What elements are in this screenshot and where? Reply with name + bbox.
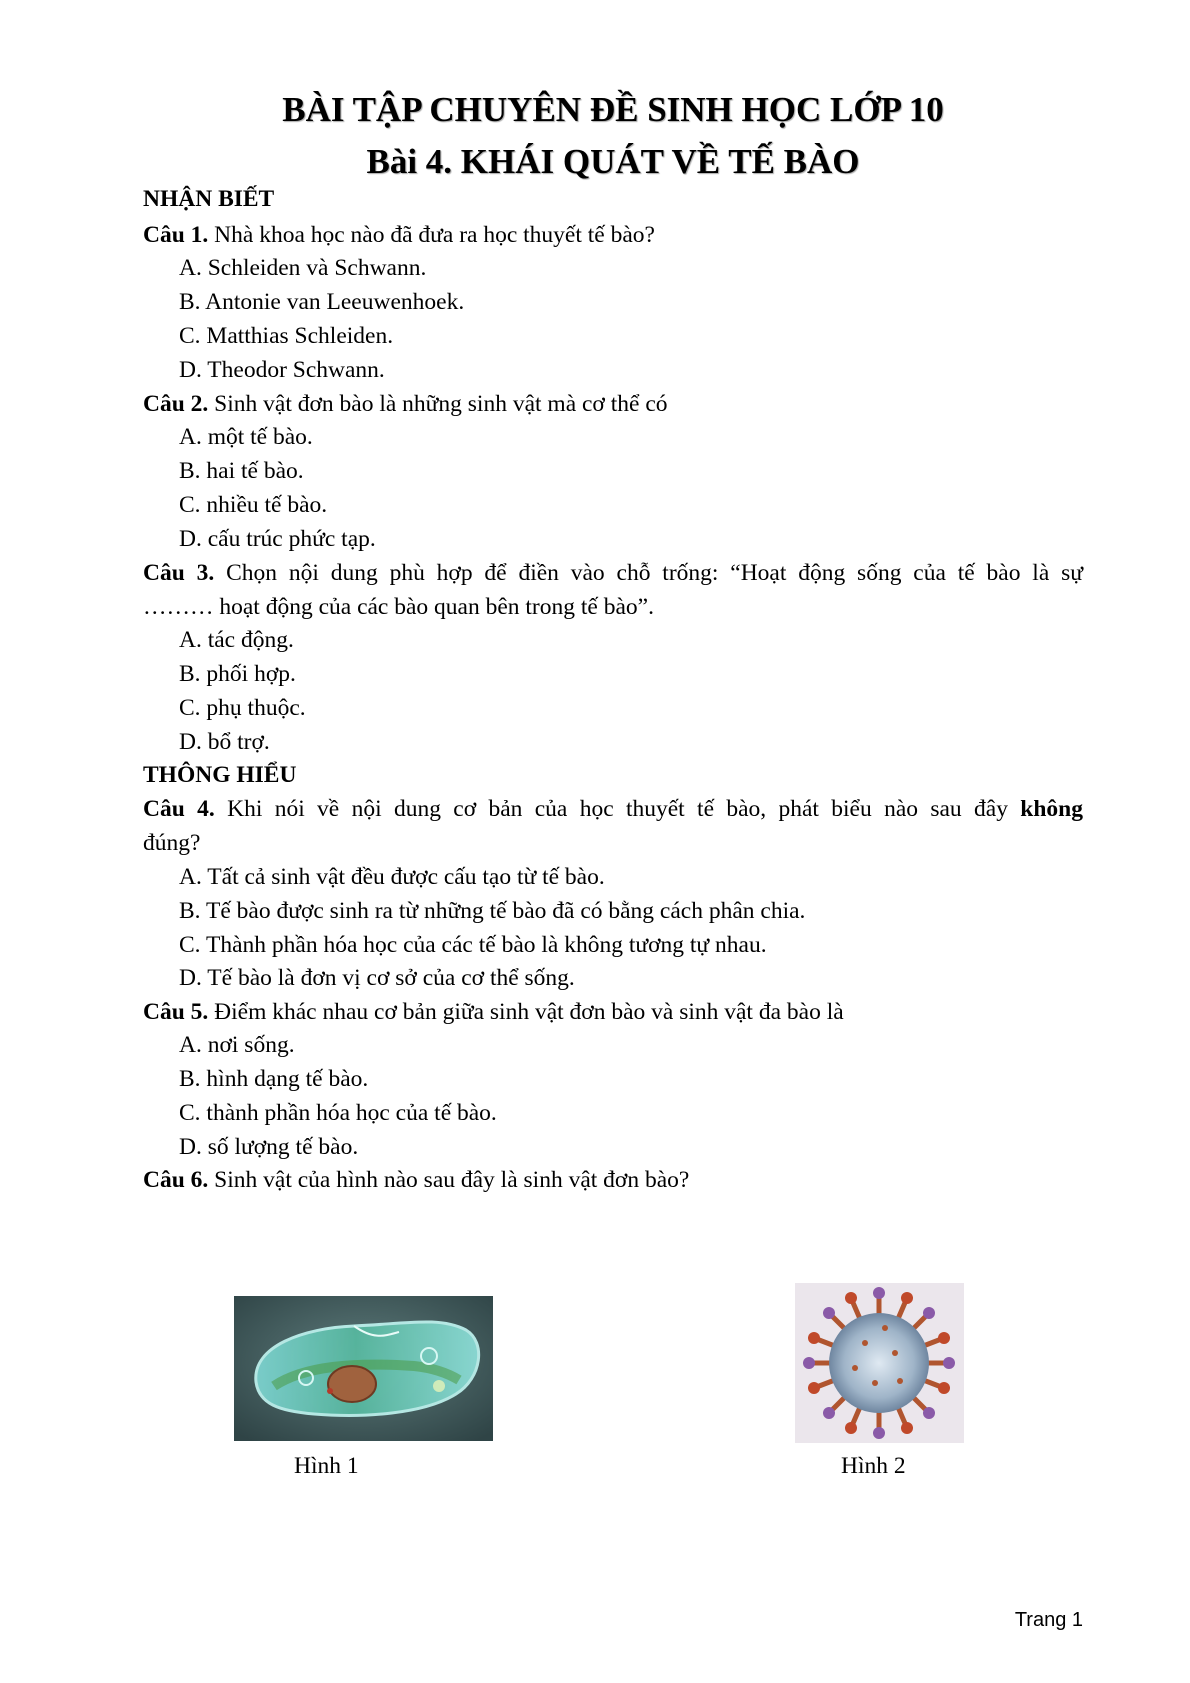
virus-illustration (795, 1283, 964, 1443)
figure-1-caption: Hình 1 (294, 1453, 359, 1479)
option: D. cấu trúc phức tạp. (179, 526, 376, 552)
option: C. Thành phần hóa học của các tế bào là không tương tự nhau. (179, 932, 767, 958)
section-heading-thong-hieu: THÔNG HIỂU (143, 762, 297, 788)
page-number: Trang 1 (1014, 1609, 1083, 1631)
option: B. hình dạng tế bào. (179, 1066, 369, 1092)
option: D. bổ trợ. (179, 729, 270, 755)
question-4-continuation: đúng? (143, 830, 201, 856)
question-text: Sinh vật của hình nào sau đây là sinh vật đơn bào? (208, 1167, 690, 1193)
option: D. Theodor Schwann. (179, 357, 385, 383)
option: D. Tế bào là đơn vị cơ sở của cơ thể sống. (179, 965, 575, 991)
figure-2-caption: Hình 2 (841, 1453, 906, 1479)
option: D. số lượng tế bào. (179, 1134, 359, 1160)
question-4 (143, 794, 1083, 824)
paramecium-image (234, 1296, 493, 1441)
question-6 (143, 1165, 689, 1195)
section-heading-nhan-biet: NHẬN BIẾT (143, 186, 275, 212)
paramecium-illustration (234, 1296, 493, 1441)
question-label: Câu 6. (143, 1167, 209, 1193)
question-2 (143, 389, 668, 419)
question-text: Nhà khoa học nào đã đưa ra học thuyết tế bào? (208, 222, 655, 248)
option: C. phụ thuộc. (179, 695, 306, 721)
question-label: Câu 2. (143, 391, 209, 417)
question-5 (143, 997, 844, 1027)
lesson-title: Bài 4. KHÁI QUÁT VỀ TẾ BÀO (366, 142, 860, 181)
question-3-continuation: ……… hoạt động của các bào quan bên trong tế bào”. (143, 594, 654, 620)
question-text: Khi nói về nội dung cơ bản của học thuyết tế bào, phát biểu nào sau đây (214, 796, 1008, 822)
option: B. Tế bào được sinh ra từ những tế bào đã có bằng cách phân chia. (179, 898, 806, 924)
question-label: Câu 5. (143, 999, 209, 1025)
option: A. nơi sống. (179, 1032, 295, 1058)
question-text: Sinh vật đơn bào là những sinh vật mà cơ thể có (208, 391, 668, 417)
question-label: Câu 1. (143, 222, 209, 248)
option: B. phối hợp. (179, 661, 296, 687)
page-title: BÀI TẬP CHUYÊN ĐỀ SINH HỌC LỚP 10 (282, 90, 944, 129)
option: C. nhiều tế bào. (179, 492, 328, 518)
option: C. Matthias Schleiden. (179, 323, 394, 349)
question-text: Chọn nội dung phù hợp để điền vào chỗ trống: “Hoạt động sống của tế bào là sự (214, 560, 1083, 586)
option: A. Tất cả sinh vật đều được cấu tạo từ tế bào. (179, 864, 605, 890)
question-3 (143, 558, 1083, 588)
question-label: Câu 3. (143, 560, 215, 586)
option: A. một tế bào. (179, 424, 313, 450)
option: B. Antonie van Leeuwenhoek. (179, 289, 465, 315)
option: B. hai tế bào. (179, 458, 304, 484)
option: A. tác động. (179, 627, 294, 653)
option: C. thành phần hóa học của tế bào. (179, 1100, 497, 1126)
question-emphasis: không (1020, 796, 1084, 822)
question-text: Điểm khác nhau cơ bản giữa sinh vật đơn bào và sinh vật đa bào là (208, 999, 844, 1025)
question-1 (143, 220, 655, 250)
option: A. Schleiden và Schwann. (179, 255, 427, 281)
virus-image (795, 1283, 964, 1443)
question-label: Câu 4. (143, 796, 215, 822)
